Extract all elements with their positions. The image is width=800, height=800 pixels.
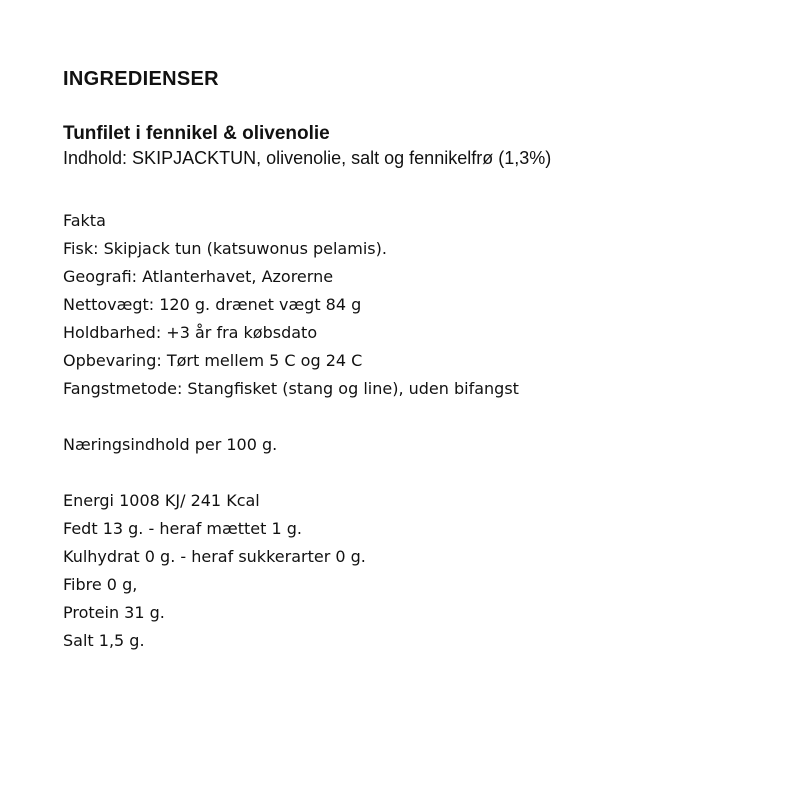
fact-shelf-life: Holdbarhed: +3 år fra købsdato [63, 323, 318, 342]
product-contents: Indhold: SKIPJACKTUN, olivenolie, salt og fennikelfrø (1,3%) [63, 148, 552, 168]
nutrition-salt: Salt 1,5 g. [63, 631, 145, 650]
fact-net-weight: Nettovægt: 120 g. drænet vægt 84 g [63, 295, 362, 314]
nutrition-fat: Fedt 13 g. - heraf mættet 1 g. [63, 519, 302, 538]
nutrition-carbohydrate: Kulhydrat 0 g. - heraf sukkerarter 0 g. [63, 547, 366, 566]
nutrition-energy: Energi 1008 KJ/ 241 Kcal [63, 491, 260, 510]
product-title: Tunfilet i fennikel & olivenolie [63, 123, 330, 144]
spacer [63, 459, 519, 487]
spacer [63, 403, 519, 431]
facts-title: Fakta [63, 211, 106, 230]
nutrition-fibre: Fibre 0 g, [63, 575, 138, 594]
fact-fishing-method: Fangstmetode: Stangfisket (stang og line), uden bifangst [63, 379, 519, 398]
nutrition-protein: Protein 31 g. [63, 603, 165, 622]
fact-storage: Opbevaring: Tørt mellem 5 C og 24 C [63, 351, 363, 370]
nutrition-title: Næringsindhold per 100 g. [63, 435, 278, 454]
fact-geography: Geografi: Atlanterhavet, Azorerne [63, 267, 334, 286]
ingredients-heading: INGREDIENSER [63, 68, 219, 90]
fact-fish: Fisk: Skipjack tun (katsuwonus pelamis). [63, 239, 387, 258]
facts-list [63, 207, 519, 655]
